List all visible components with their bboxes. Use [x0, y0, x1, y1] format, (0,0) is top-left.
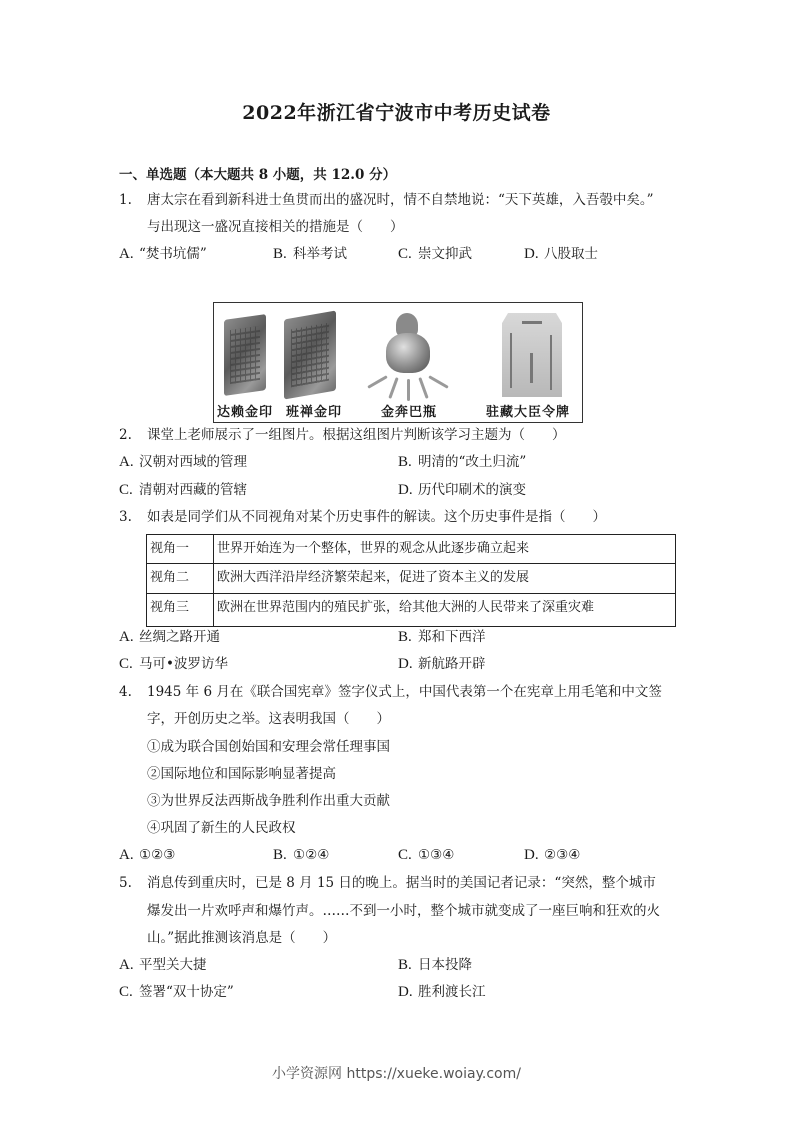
panchen-gold-seal-image: [284, 310, 336, 399]
option-c[interactable]: [119, 655, 228, 673]
option-text: 八股取士: [544, 246, 598, 262]
option-d[interactable]: [398, 983, 486, 1001]
option-label: A.: [119, 629, 134, 645]
option-label: C.: [119, 656, 133, 672]
option-text: 新航路开辟: [418, 656, 486, 672]
perspectives-table: [146, 534, 676, 627]
option-text: 马可•波罗访华: [139, 656, 228, 672]
table-row: [147, 594, 676, 627]
option-text: 汉朝对西域的管理: [139, 454, 247, 470]
figure-caption: 金奔巴瓶: [381, 405, 438, 420]
option-text: ①③④: [418, 847, 455, 863]
option-c[interactable]: [119, 983, 234, 1001]
table-row: [147, 535, 676, 564]
option-label: D.: [398, 984, 413, 1000]
table-cell-key: 视角一: [147, 535, 214, 564]
statement-4: ④巩固了新生的人民政权: [147, 820, 296, 836]
section-heading: 一、单选题（本大题共 8 小题，共 12.0 分）: [119, 167, 397, 183]
table-cell-value: 欧洲大西洋沿岸经济繁荣起来，促进了资本主义的发展: [214, 564, 676, 594]
option-label: A.: [119, 847, 134, 863]
option-b[interactable]: [398, 453, 526, 471]
question-text-line: 与出现这一盛况直接相关的措施是（ ）: [147, 219, 404, 235]
option-text: 胜利渡长江: [418, 984, 486, 1000]
statement-1: ①成为联合国创始国和安理会常任理事国: [147, 739, 390, 755]
table-row: [147, 564, 676, 594]
option-c[interactable]: [398, 846, 454, 864]
option-text: “焚书坑儒”: [139, 246, 207, 262]
option-label: A.: [119, 454, 134, 470]
option-d[interactable]: [398, 655, 486, 673]
question-text-line: 课堂上老师展示了一组图片。根据这组图片判断该学习主题为（ ）: [147, 427, 566, 443]
statement-3: ③为世界反法西斯战争胜利作出重大贡献: [147, 793, 390, 809]
question-text-line: 如表是同学们从不同视角对某个历史事件的解读。这个历史事件是指（ ）: [147, 509, 606, 525]
option-text: ①②④: [293, 847, 330, 863]
option-label: D.: [524, 847, 539, 863]
option-b[interactable]: [398, 956, 472, 974]
option-text: 郑和下西洋: [418, 629, 486, 645]
question-number: 2.: [119, 427, 132, 443]
question-text-line: 山。”据此推测该消息是（ ）: [147, 930, 337, 946]
option-text: ①②③: [139, 847, 176, 863]
option-c[interactable]: [119, 481, 247, 499]
table-cell-value: 欧洲在世界范围内的殖民扩张，给其他大洲的人民带来了深重灾难: [214, 594, 676, 627]
option-label: B.: [398, 957, 412, 973]
option-label: D.: [524, 246, 539, 262]
option-a[interactable]: [119, 956, 207, 974]
option-label: D.: [398, 656, 413, 672]
option-d[interactable]: [524, 245, 598, 263]
question-number: 3.: [119, 509, 132, 525]
option-a[interactable]: [119, 453, 247, 471]
option-d[interactable]: [398, 481, 526, 499]
table-cell-key: 视角三: [147, 594, 214, 627]
question-text-line: 唐太宗在看到新科进士鱼贯而出的盛况时，情不自禁地说：“天下英雄，入吾彀中矣。”: [147, 192, 654, 208]
option-text: ②③④: [544, 847, 581, 863]
option-label: B.: [398, 454, 412, 470]
option-label: C.: [398, 246, 412, 262]
option-label: C.: [398, 847, 412, 863]
question-text-line: 消息传到重庆时，已是 8 月 15 日的晚上。据当时的美国记者记录：“突然，整个城市: [147, 875, 656, 891]
option-label: B.: [273, 847, 287, 863]
page-title: 2022年浙江省宁波市中考历史试卷: [242, 102, 551, 124]
statement-2: ②国际地位和国际影响显著提高: [147, 766, 336, 782]
option-label: D.: [398, 482, 413, 498]
option-a[interactable]: [119, 628, 220, 646]
option-d[interactable]: [524, 846, 580, 864]
option-label: A.: [119, 957, 134, 973]
option-label: A.: [119, 246, 134, 262]
option-text: 签署“双十协定”: [139, 984, 234, 1000]
figure-caption: 驻藏大臣令牌: [486, 405, 571, 420]
option-b[interactable]: [273, 846, 329, 864]
figure-caption: 班禅金印: [286, 405, 343, 420]
option-text: 丝绸之路开通: [139, 629, 220, 645]
footer-watermark: 小学资源网 https://xueke.woiay.com/: [272, 1066, 521, 1082]
figure-caption: 达赖金印: [217, 405, 274, 420]
question-text-line: 字，开创历史之举。这表明我国（ ）: [147, 711, 390, 727]
option-text: 崇文抑武: [418, 246, 472, 262]
option-text: 平型关大捷: [139, 957, 207, 973]
question-text-line: 1945 年 6 月在《联合国宪章》签字仪式上，中国代表第一个在宪章上用毛笔和中文签: [147, 684, 662, 700]
option-label: C.: [119, 482, 133, 498]
amban-token-image: [502, 313, 562, 397]
question-number: 4.: [119, 684, 132, 700]
option-text: 历代印刷术的演变: [418, 482, 526, 498]
option-label: B.: [398, 629, 412, 645]
option-text: 清朝对西藏的管辖: [139, 482, 247, 498]
option-label: C.: [119, 984, 133, 1000]
option-a[interactable]: [119, 245, 207, 263]
option-text: 日本投降: [418, 957, 472, 973]
option-text: 科举考试: [293, 246, 347, 262]
question-number: 5.: [119, 875, 132, 891]
option-label: B.: [273, 246, 287, 262]
figure-tibet-artifacts: [213, 302, 583, 423]
question-number: 1.: [119, 192, 132, 208]
option-a[interactable]: [119, 846, 175, 864]
dalai-gold-seal-image: [224, 314, 266, 396]
table-cell-value: 世界开始连为一个整体，世界的观念从此逐步确立起来: [214, 535, 676, 564]
option-b[interactable]: [398, 628, 486, 646]
option-b[interactable]: [273, 245, 347, 263]
option-text: 明清的“改土归流”: [418, 454, 527, 470]
table-cell-key: 视角二: [147, 564, 214, 594]
option-c[interactable]: [398, 245, 472, 263]
question-text-line: 爆发出一片欢呼声和爆竹声。……不到一小时，整个城市就变成了一座巨响和狂欢的火: [147, 903, 660, 919]
